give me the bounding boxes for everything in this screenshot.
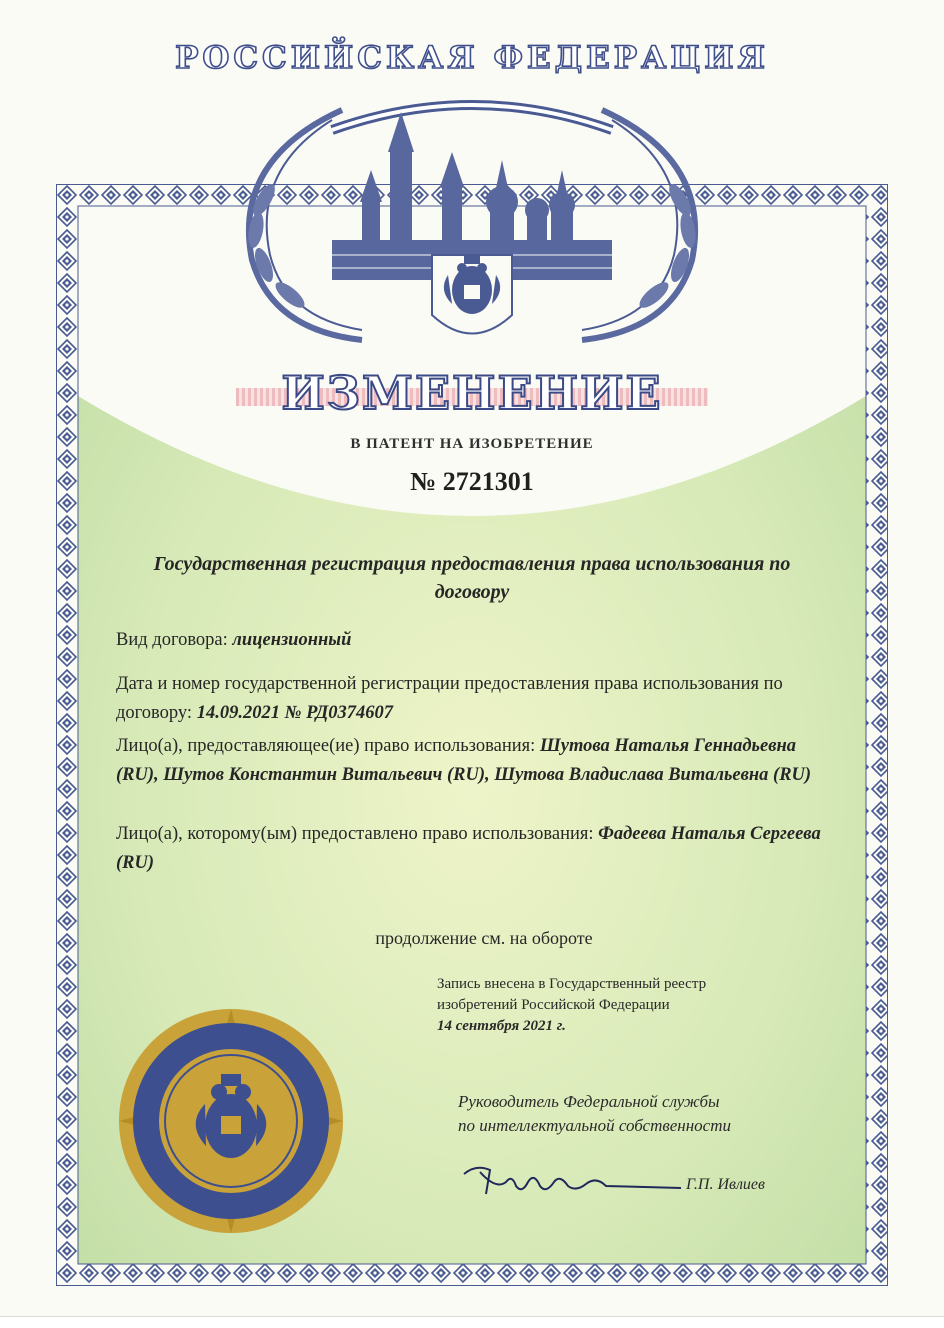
- signature-icon: [456, 1160, 686, 1200]
- date-number-label: Дата и номер государственной регистрации предоставления права использования по договору:: [116, 674, 783, 723]
- page-edge: [0, 1316, 944, 1328]
- continuation-note: продолжение см. на обороте: [375, 928, 593, 948]
- country-title: РОССИЙСКАЯ ФЕДЕРАЦИЯ: [175, 40, 769, 76]
- document-kind-title: ИЗМЕНЕНИЕ: [281, 366, 663, 420]
- contract-type-label: Вид договора:: [116, 630, 228, 650]
- registry-line-1: Запись внесена в Государственный реестр: [437, 976, 707, 992]
- date-number-value: 14.09.2021 № РД0374607: [196, 703, 393, 723]
- official-title: [458, 1090, 818, 1138]
- date-number-line: [116, 670, 840, 728]
- patent-number: № 2721301: [410, 467, 534, 496]
- registry-entry: [437, 974, 817, 1037]
- grantors-value: Шутова Наталья Геннадьевна (RU), Шутов Константин Витальевич (RU), Шутова Владислава Витальевна (RU): [116, 736, 812, 785]
- grantee-value: Фадеева Наталья Сергеева (RU): [116, 824, 821, 873]
- contract-type-value: лицензионный: [232, 630, 352, 650]
- document-subtitle: В ПАТЕНТ НА ИЗОБРЕТЕНИЕ: [350, 436, 594, 452]
- registry-line-2: изобретений Российской Федерации: [437, 997, 670, 1013]
- official-seal-icon: [116, 1006, 346, 1236]
- contract-type-line: [116, 626, 840, 655]
- grantors-line: [116, 732, 840, 790]
- official-line-2: по интеллектуальной собственности: [458, 1116, 731, 1135]
- registry-date: 14 сентября 2021 г.: [437, 1018, 566, 1034]
- grantors-label: Лицо(а), предоставляющее(ие) право использования:: [116, 736, 536, 756]
- official-line-1: Руководитель Федеральной службы: [458, 1092, 720, 1111]
- kremlin-emblem-icon: [212, 90, 732, 360]
- grantee-label: Лицо(а), которому(ым) предоставлено право использования:: [116, 824, 594, 844]
- registration-heading: Государственная регистрация предоставления права использования по договору: [153, 553, 791, 603]
- signer-name: Г.П. Ивлиев: [686, 1176, 765, 1193]
- grantee-line: [116, 820, 840, 878]
